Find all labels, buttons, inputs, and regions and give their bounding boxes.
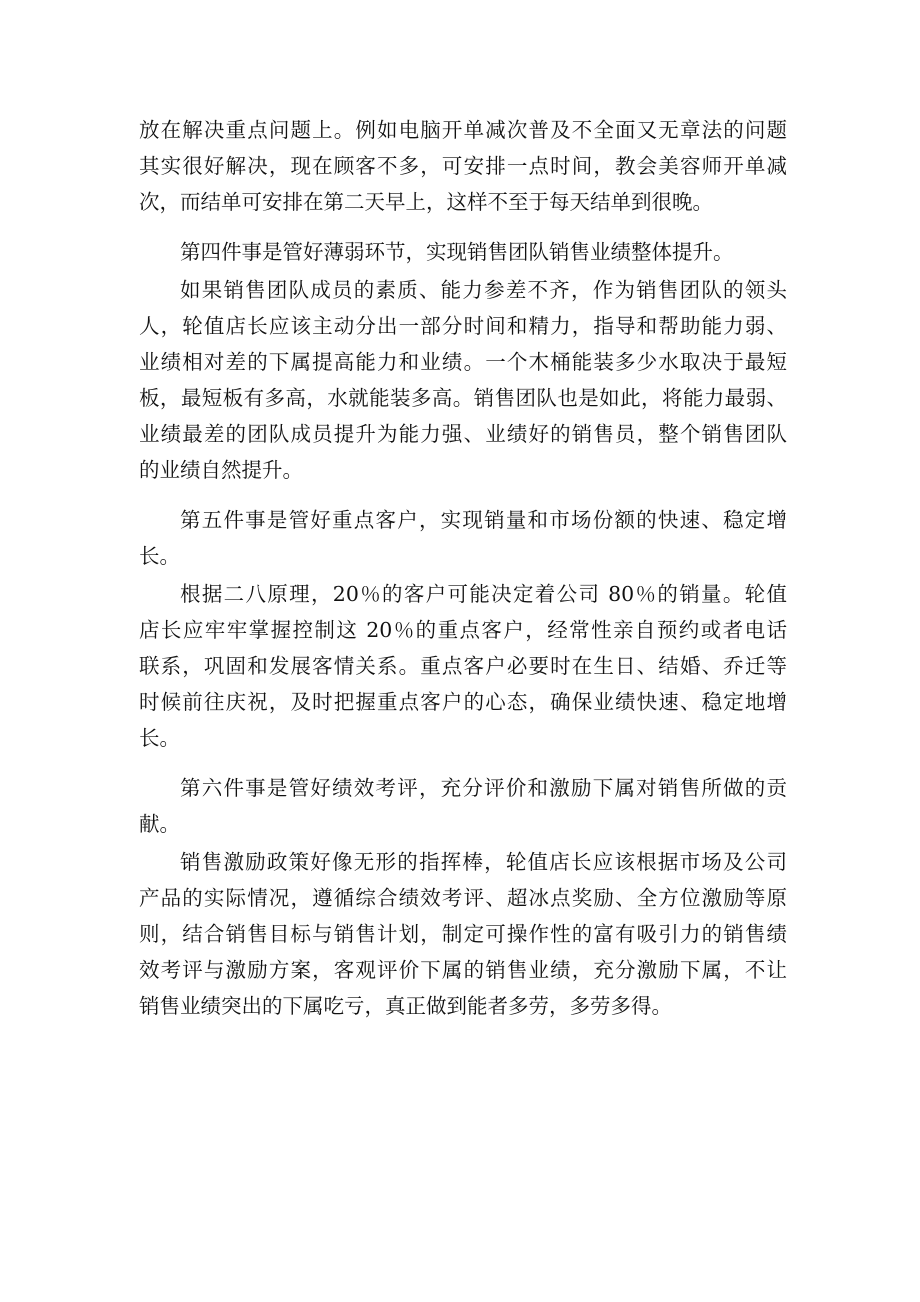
paragraph-key-customers (139, 576, 787, 756)
text-line: 店长应牢牢掌握控制这 20％的重点客户，经常性亲自预约或者电话 (139, 618, 787, 642)
heading-line: 第六件事是管好绩效考评，充分评价和激励下属对销售所做的贡 (180, 776, 787, 800)
text-line: 时候前往庆祝，及时把握重点客户的心态，确保业绩快速、稳定地增 (139, 690, 787, 714)
heading-line: 长。 (139, 544, 180, 568)
document-body (139, 112, 787, 1040)
paragraph-continuation (139, 112, 787, 220)
text-line: 次，而结单可安排在第二天早上，这样不至于每天结单到很晚。 (139, 190, 713, 214)
text-line: 的业绩自然提升。 (139, 458, 303, 482)
text-line: 则，结合销售目标与销售计划，制定可操作性的富有吸引力的销售绩 (139, 922, 787, 946)
text-line: 联系，巩固和发展客情关系。重点客户必要时在生日、结婚、乔迁等 (139, 654, 787, 678)
heading-line: 第五件事是管好重点客户，实现销量和市场份额的快速、稳定增 (180, 508, 787, 532)
text-line: 长。 (139, 726, 180, 750)
heading-line: 献。 (139, 812, 180, 836)
section-heading-fourth (139, 234, 787, 270)
text-line: 销售业绩突出的下属吃亏，真正做到能者多劳，多劳多得。 (139, 994, 672, 1018)
text-line: 人，轮值店长应该主动分出一部分时间和精力，指导和帮助能力弱、 (139, 314, 787, 338)
paragraph-performance-incentives (139, 844, 787, 1024)
text-line: 其实很好解决，现在顾客不多，可安排一点时间，教会美容师开单减 (139, 154, 787, 178)
text-line: 放在解决重点问题上。例如电脑开单减次普及不全面又无章法的问题 (139, 118, 787, 142)
text-line: 效考评与激励方案，客观评价下属的销售业绩，充分激励下属，不让 (139, 958, 787, 982)
section-heading-sixth (139, 770, 787, 842)
section-heading-fifth (139, 502, 787, 574)
heading-line: 第四件事是管好薄弱环节，实现销售团队销售业绩整体提升。 (180, 240, 734, 264)
text-line: 如果销售团队成员的素质、能力参差不齐，作为销售团队的领头 (180, 278, 787, 302)
text-line: 业绩相对差的下属提高能力和业绩。一个木桶能装多少水取决于最短 (139, 350, 787, 374)
paragraph-weak-links (139, 272, 787, 488)
text-line: 业绩最差的团队成员提升为能力强、业绩好的销售员，整个销售团队 (139, 422, 787, 446)
text-line: 产品的实际情况，遵循综合绩效考评、超冰点奖励、全方位激励等原 (139, 886, 787, 910)
text-line: 销售激励政策好像无形的指挥棒，轮值店长应该根据市场及公司 (180, 850, 787, 874)
text-line: 根据二八原理，20％的客户可能决定着公司 80％的销量。轮值 (180, 582, 787, 606)
text-line: 板，最短板有多高，水就能装多高。销售团队也是如此，将能力最弱、 (139, 386, 787, 410)
